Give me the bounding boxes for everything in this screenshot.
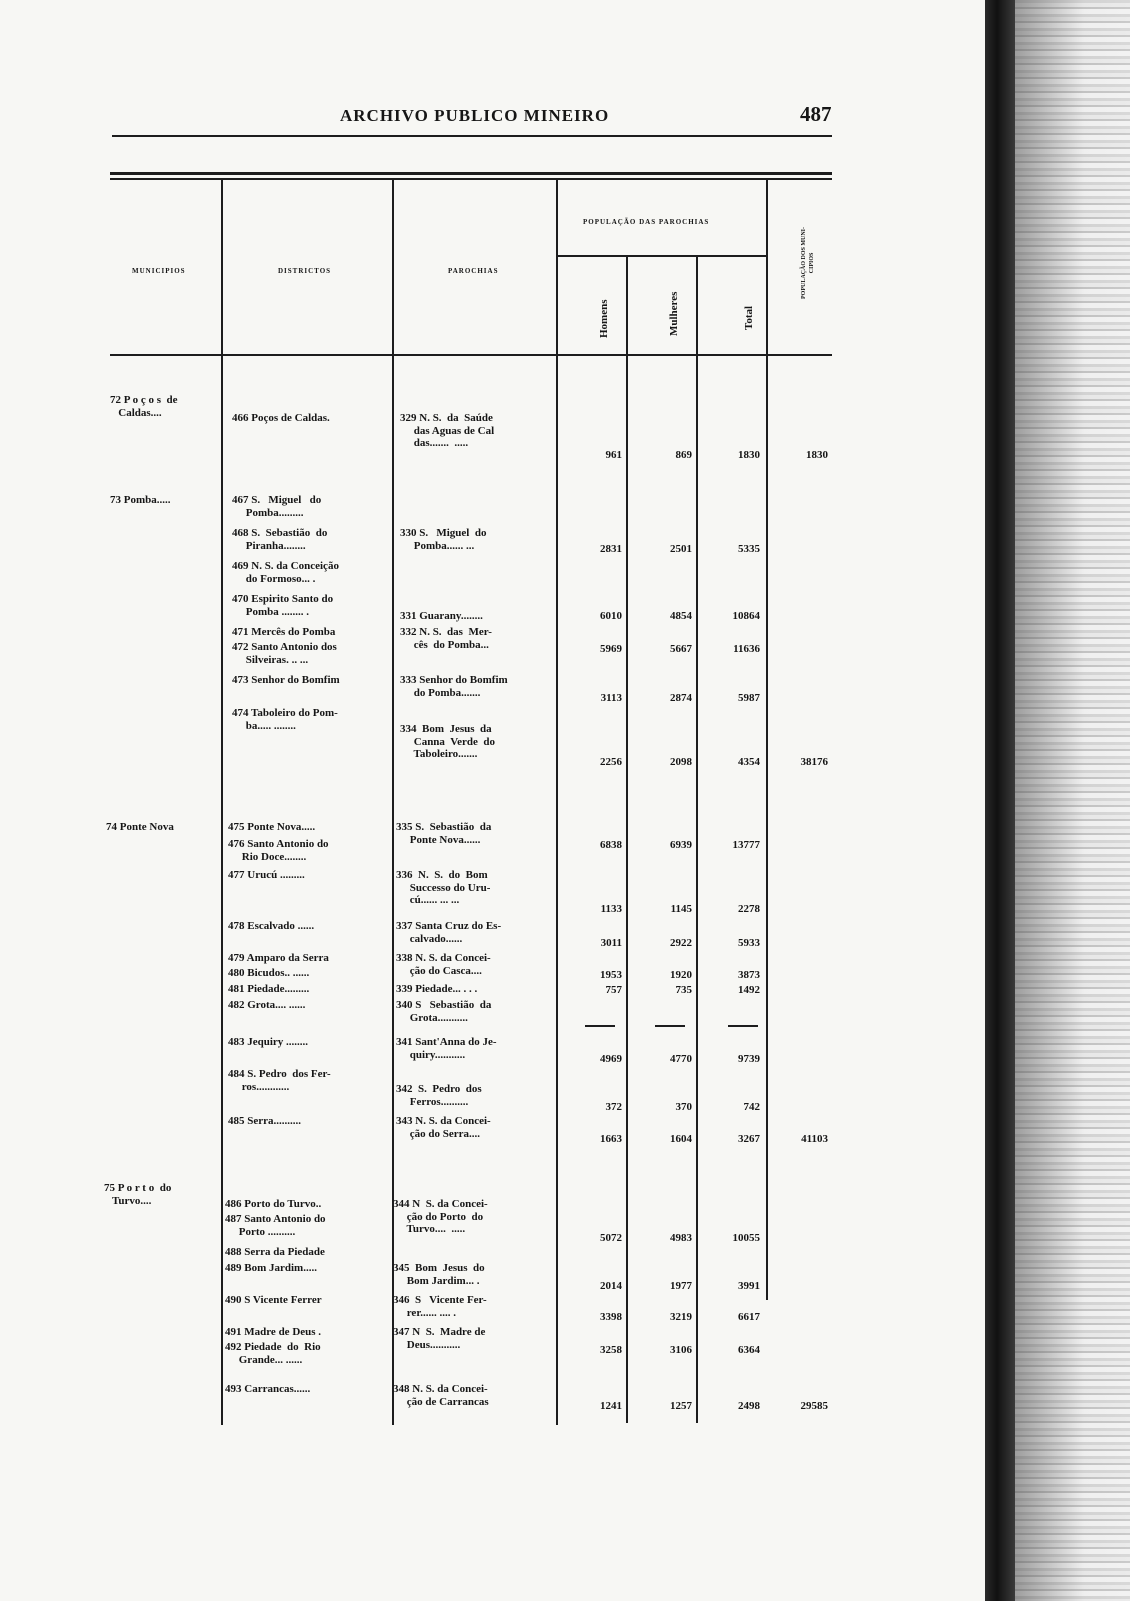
district-485: 485 Serra.......... <box>228 1115 302 1127</box>
parochia-346: 346 S Vicente Fer- rer...... .... . <box>393 1294 487 1319</box>
total-336: 2278 <box>738 903 760 915</box>
table-top-rule <box>110 172 832 175</box>
mulheres-333: 2874 <box>670 692 692 704</box>
page-edges-shading <box>1015 0 1130 1601</box>
parochia-331: 331 Guarany........ <box>400 610 483 622</box>
homens-341: 4969 <box>600 1053 622 1065</box>
district-467: 467 S. Miguel do Pomba......... <box>232 494 322 519</box>
district-472: 472 Santo Antonio dos Silveiras. .. ... <box>232 641 337 666</box>
parochia-347: 347 N S. Madre de Deus........... <box>393 1326 486 1351</box>
mulheres-341: 4770 <box>670 1053 692 1065</box>
homens-333: 3113 <box>600 692 622 704</box>
total-342: 742 <box>743 1101 760 1113</box>
total-334: 4354 <box>738 756 760 768</box>
mulheres-337: 2922 <box>670 937 692 949</box>
homens-330: 2831 <box>600 543 622 555</box>
column-divider-3 <box>556 180 558 1425</box>
district-493: 493 Carrancas...... <box>225 1383 311 1395</box>
header-populacao-municipios: POPULAÇÃO DOS MUNI- CIPIOS <box>801 227 815 299</box>
district-466: 466 Poços de Caldas. <box>232 412 330 424</box>
district-475: 475 Ponte Nova..... <box>228 821 316 833</box>
homens-348: 1241 <box>600 1400 622 1412</box>
total-346: 6617 <box>738 1311 760 1323</box>
total-344: 10055 <box>732 1232 760 1244</box>
mulheres-347: 3106 <box>670 1344 692 1356</box>
column-divider-6 <box>766 180 768 1300</box>
district-478: 478 Escalvado ...... <box>228 920 315 932</box>
homens-337: 3011 <box>600 937 622 949</box>
district-484: 484 S. Pedro dos Fer- ros............ <box>228 1068 331 1093</box>
parochia-332: 332 N. S. das Mer- cês do Pomba... <box>400 626 492 651</box>
column-divider-4 <box>626 255 628 1423</box>
column-divider-5 <box>696 255 698 1423</box>
running-header-title: ARCHIVO PUBLICO MINEIRO <box>340 106 610 125</box>
header-bottom-rule <box>110 354 832 356</box>
mulheres-332: 5667 <box>670 643 692 655</box>
dash-mulheres-340 <box>655 1025 685 1027</box>
total-339: 1492 <box>738 984 760 996</box>
total-337: 5933 <box>738 937 760 949</box>
header-districtos: DISTRICTOS <box>278 267 332 275</box>
homens-338: 1953 <box>600 969 622 981</box>
municipio-total-75: 29585 <box>800 1400 828 1412</box>
municipio-75: 75 P o r t o do Turvo.... <box>104 1182 172 1207</box>
homens-344: 5072 <box>600 1232 622 1244</box>
homens-332: 5969 <box>600 643 622 655</box>
dash-homens-340 <box>585 1025 615 1027</box>
parochia-329: 329 N. S. da Saúde das Aguas de Cal das....... ..... <box>400 412 495 449</box>
district-488: 488 Serra da Piedade <box>225 1246 325 1258</box>
total-335: 13777 <box>732 839 760 851</box>
district-483: 483 Jequiry ........ <box>228 1036 309 1048</box>
dash-total-340 <box>728 1025 758 1027</box>
total-348: 2498 <box>738 1400 760 1412</box>
homens-331: 6010 <box>600 610 622 622</box>
district-468: 468 S. Sebastião do Piranha........ <box>232 527 328 552</box>
homens-346: 3398 <box>600 1311 622 1323</box>
district-477: 477 Urucú ......... <box>228 869 305 881</box>
district-487: 487 Santo Antonio do Porto .......... <box>225 1213 326 1238</box>
header-total: Total <box>743 305 755 330</box>
mulheres-329: 869 <box>675 449 692 461</box>
municipio-total-72: 1830 <box>806 449 828 461</box>
district-482: 482 Grota.... ...... <box>228 999 306 1011</box>
parochia-348: 348 N. S. da Concei- ção de Carrancas <box>393 1383 489 1408</box>
book-spine-shadow <box>985 0 1015 1601</box>
total-330: 5335 <box>738 543 760 555</box>
district-491: 491 Madre de Deus . <box>225 1326 322 1338</box>
homens-329: 961 <box>605 449 622 461</box>
mulheres-339: 735 <box>675 984 692 996</box>
district-476: 476 Santo Antonio do Rio Doce........ <box>228 838 329 863</box>
parochia-343: 343 N. S. da Concei- ção do Serra.... <box>396 1115 491 1140</box>
parochia-341: 341 Sant'Anna do Je- quiry........... <box>396 1036 497 1061</box>
column-divider-1 <box>221 180 223 1425</box>
parochia-344: 344 N S. da Concei- ção do Porto do Turvo.... ..... <box>393 1198 488 1235</box>
total-345: 3991 <box>738 1280 760 1292</box>
homens-345: 2014 <box>600 1280 622 1292</box>
parochia-337: 337 Santa Cruz do Es- calvado...... <box>396 920 502 945</box>
mulheres-345: 1977 <box>670 1280 692 1292</box>
parochia-333: 333 Senhor do Bomfim do Pomba....... <box>400 674 508 699</box>
header-parochias: PAROCHIAS <box>448 267 499 275</box>
district-490: 490 S Vicente Ferrer <box>225 1294 322 1306</box>
district-486: 486 Porto do Turvo.. <box>225 1198 322 1210</box>
parochia-339: 339 Piedade... . . . <box>396 983 478 995</box>
homens-347: 3258 <box>600 1344 622 1356</box>
total-333: 5987 <box>738 692 760 704</box>
mulheres-343: 1604 <box>670 1133 692 1145</box>
header-rule <box>112 135 832 137</box>
subheader-rule <box>558 255 766 257</box>
municipio-72: 72 P o ç o s de Caldas.... <box>110 394 178 419</box>
total-338: 3873 <box>738 969 760 981</box>
parochia-340: 340 S Sebastião da Grota........... <box>396 999 492 1024</box>
total-329: 1830 <box>738 449 760 461</box>
mulheres-336: 1145 <box>670 903 692 915</box>
municipio-74: 74 Ponte Nova <box>106 821 174 833</box>
column-divider-2 <box>392 180 394 1425</box>
total-331: 10864 <box>732 610 760 622</box>
parochia-342: 342 S. Pedro dos Ferros.......... <box>396 1083 482 1108</box>
district-480: 480 Bicudos.. ...... <box>228 967 310 979</box>
district-492: 492 Piedade do Rio Grande... ...... <box>225 1341 321 1366</box>
district-471: 471 Mercês do Pomba <box>232 626 336 638</box>
parochia-335: 335 S. Sebastião da Ponte Nova...... <box>396 821 492 846</box>
district-470: 470 Espirito Santo do Pomba ........ . <box>232 593 334 618</box>
district-489: 489 Bom Jardim..... <box>225 1262 317 1274</box>
total-347: 6364 <box>738 1344 760 1356</box>
parochia-336: 336 N. S. do Bom Successo do Uru- cú...... ... ... <box>396 869 491 906</box>
homens-336: 1133 <box>600 903 622 915</box>
homens-334: 2256 <box>600 756 622 768</box>
mulheres-344: 4983 <box>670 1232 692 1244</box>
total-343: 3267 <box>738 1133 760 1145</box>
district-479: 479 Amparo da Serra <box>228 952 329 964</box>
header-populacao-parochias: POPULAÇÃO DAS PAROCHIAS <box>583 218 710 226</box>
header-municipios: MUNICIPIOS <box>132 267 186 275</box>
homens-343: 1663 <box>600 1133 622 1145</box>
total-341: 9739 <box>738 1053 760 1065</box>
header-mulheres: Mulheres <box>668 291 680 336</box>
district-481: 481 Piedade......... <box>228 983 310 995</box>
district-474: 474 Taboleiro do Pom- ba..... ........ <box>232 707 338 732</box>
district-469: 469 N. S. da Conceição do Formoso... . <box>232 560 339 585</box>
parochia-334: 334 Bom Jesus da Canna Verde do Taboleiro....... <box>400 723 496 760</box>
header-homens: Homens <box>598 299 610 338</box>
municipio-total-73: 38176 <box>800 756 828 768</box>
parochia-338: 338 N. S. da Concei- ção do Casca.... <box>396 952 491 977</box>
parochia-330: 330 S. Miguel do Pomba...... ... <box>400 527 487 552</box>
total-332: 11636 <box>733 643 760 655</box>
homens-339: 757 <box>605 984 622 996</box>
parochia-345: 345 Bom Jesus do Bom Jardim... . <box>393 1262 485 1287</box>
homens-342: 372 <box>605 1101 622 1113</box>
mulheres-348: 1257 <box>670 1400 692 1412</box>
mulheres-342: 370 <box>675 1101 692 1113</box>
mulheres-331: 4854 <box>670 610 692 622</box>
homens-335: 6838 <box>600 839 622 851</box>
table-top-rule-2 <box>110 178 832 180</box>
district-473: 473 Senhor do Bomfim <box>232 674 340 686</box>
page-number: 487 <box>800 102 832 126</box>
mulheres-346: 3219 <box>670 1311 692 1323</box>
mulheres-335: 6939 <box>670 839 692 851</box>
mulheres-330: 2501 <box>670 543 692 555</box>
municipio-total-74: 41103 <box>801 1133 828 1145</box>
mulheres-334: 2098 <box>670 756 692 768</box>
municipio-73: 73 Pomba..... <box>110 494 171 506</box>
mulheres-338: 1920 <box>670 969 692 981</box>
